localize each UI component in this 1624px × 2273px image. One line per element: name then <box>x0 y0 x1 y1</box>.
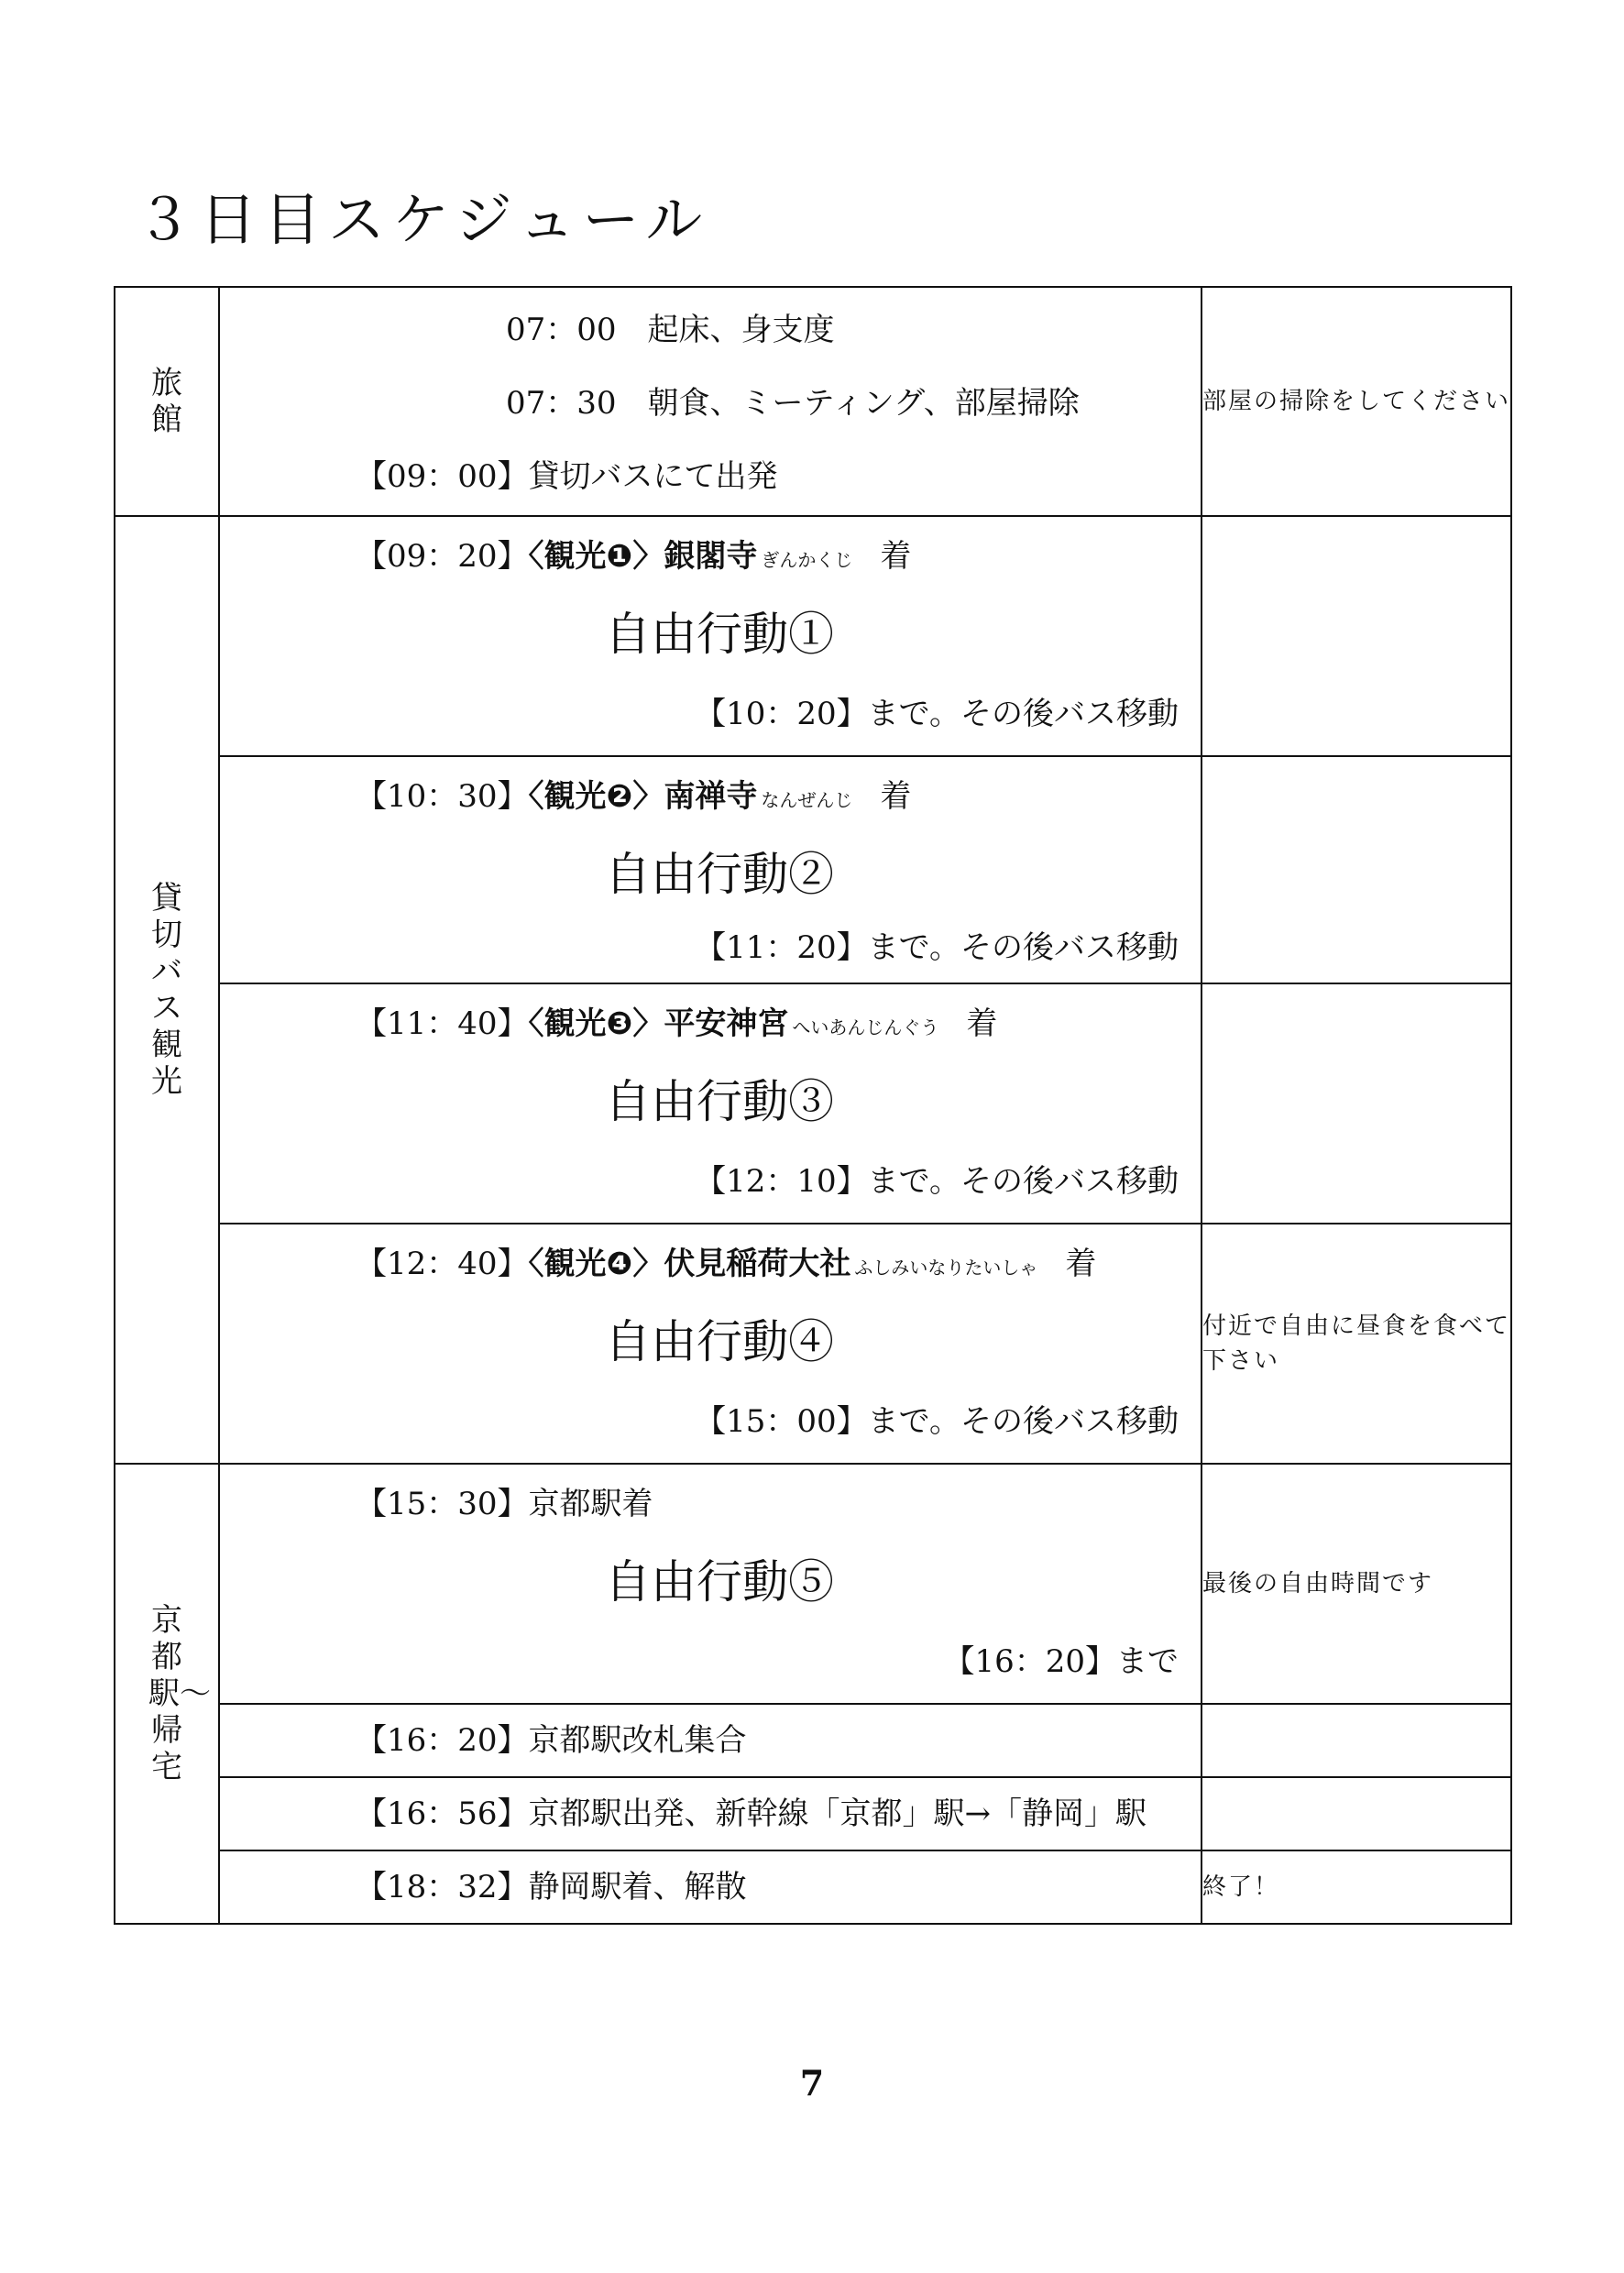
stop-heading <box>220 1224 1201 1303</box>
kyoto-row <box>115 1704 1511 1777</box>
stop-label: 〈観光❶〉銀閣寺 <box>528 538 758 575</box>
bus-stop-row <box>115 983 1511 1224</box>
until-text: 【11：20】まで。その後バス移動 <box>695 929 1179 966</box>
note-stop-4: 付近で自由に昼食を食べて下さい <box>1202 1224 1511 1464</box>
ryokan-content <box>219 287 1202 516</box>
stop-reading: ぎんかくじ <box>761 549 853 571</box>
stop-arrive: 着 <box>880 778 912 815</box>
bus-stop-2 <box>219 756 1202 983</box>
free-time-label: 自由行動⑤ <box>605 1555 834 1609</box>
note-end: 終了！ <box>1202 1850 1511 1924</box>
kyoto-arrival <box>219 1464 1202 1704</box>
row-text: 【16：20】京都駅改札集合 <box>356 1722 747 1759</box>
ryokan-line-departure: 【09：00】貸切バスにて出発 <box>356 458 778 495</box>
ryokan-row <box>115 287 1511 516</box>
stop-reading: ふしみいなりたいしゃ <box>854 1257 1038 1279</box>
stop-arrive: 着 <box>880 538 912 575</box>
stop-label: 〈観光❸〉平安神宮 <box>528 1005 789 1042</box>
note-ryokan: 部屋の掃除をしてください <box>1202 287 1511 516</box>
ryokan-line-wakeup: 07：00 起床、身支度 <box>506 312 835 348</box>
section-label-kyoto: 京都駅〜帰宅 <box>148 1602 211 1785</box>
free-time-label: 自由行動③ <box>605 1075 834 1128</box>
kyoto-arrival-heading: 【15：30】京都駅着 <box>356 1486 653 1522</box>
kyoto-row <box>115 1850 1511 1924</box>
stop-label: 〈観光❹〉伏見稲荷大社 <box>528 1246 851 1282</box>
stop-time: 【12：40】 <box>356 1246 529 1282</box>
bus-stop-row <box>115 756 1511 983</box>
stop-time: 【09：20】 <box>356 538 529 575</box>
stop-heading <box>220 757 1201 836</box>
bus-stop-3 <box>219 983 1202 1224</box>
row-text: 【16：56】京都駅出発、新幹線「京都」駅→「静岡」駅 <box>356 1795 1147 1832</box>
kyoto-row-depart <box>219 1777 1202 1850</box>
note-stop-2 <box>1202 756 1511 983</box>
note-stop-3 <box>1202 983 1511 1224</box>
free-time-label: 自由行動④ <box>605 1315 834 1368</box>
section-label-ryokan: 旅館 <box>151 365 182 438</box>
section-label-bus: 貸切バス観光 <box>151 880 182 1100</box>
page-number: 7 <box>799 2062 825 2103</box>
kyoto-row-gather <box>219 1704 1202 1777</box>
note-kyoto-arrival: 最後の自由時間です <box>1202 1464 1511 1704</box>
stop-reading: なんぜんじ <box>761 789 853 811</box>
stop-time: 【11：40】 <box>356 1005 529 1042</box>
until-text: 【16：20】まで <box>943 1643 1179 1680</box>
until-text: 【12：10】まで。その後バス移動 <box>695 1163 1179 1200</box>
page-title: ３日目スケジュール <box>136 186 710 253</box>
bus-stop-1 <box>219 516 1202 756</box>
stop-arrive: 着 <box>966 1005 998 1042</box>
bus-stop-4 <box>219 1224 1202 1464</box>
note-gather <box>1202 1704 1511 1777</box>
section-bus <box>115 516 219 1464</box>
stop-reading: へいあんじんぐう <box>792 1016 939 1038</box>
stop-label: 〈観光❷〉南禅寺 <box>528 778 758 815</box>
until-text: 【10：20】まで。その後バス移動 <box>695 696 1179 732</box>
kyoto-row <box>115 1777 1511 1850</box>
section-ryokan <box>115 287 219 516</box>
stop-heading <box>220 984 1201 1063</box>
note-depart <box>1202 1777 1511 1850</box>
until-text: 【15：00】まで。その後バス移動 <box>695 1403 1179 1440</box>
ryokan-line-breakfast: 07：30 朝食、ミーティング、部屋掃除 <box>506 385 1080 422</box>
schedule-table <box>114 286 1512 1925</box>
kyoto-row-arrive <box>219 1850 1202 1924</box>
stop-arrive: 着 <box>1065 1246 1097 1282</box>
section-kyoto <box>115 1464 219 1924</box>
free-time-label: 自由行動① <box>605 608 834 661</box>
note-stop-1 <box>1202 516 1511 756</box>
bus-stop-row <box>115 516 1511 756</box>
bus-stop-row <box>115 1224 1511 1464</box>
stop-heading <box>220 517 1201 596</box>
row-text: 【18：32】静岡駅着、解散 <box>356 1869 747 1905</box>
free-time-label: 自由行動② <box>605 848 834 901</box>
stop-time: 【10：30】 <box>356 778 529 815</box>
kyoto-arrival-row <box>115 1464 1511 1704</box>
